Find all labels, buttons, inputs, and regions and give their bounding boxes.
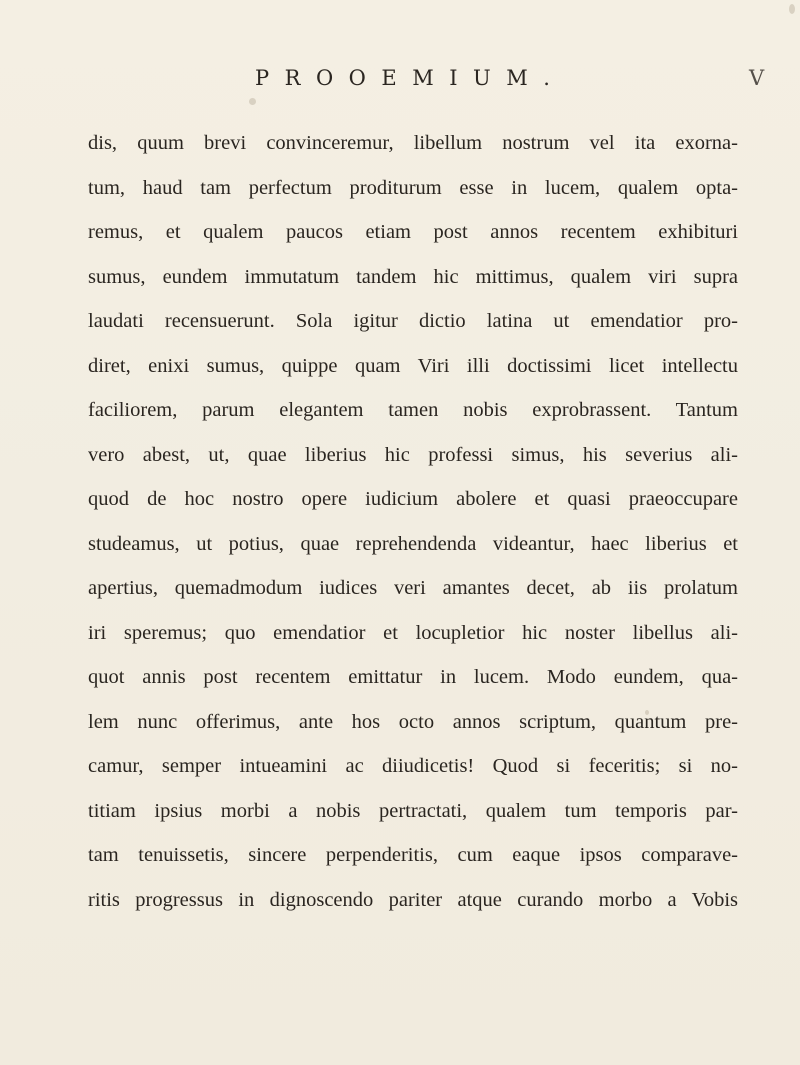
text-line: quod de hoc nostro opere iudicium abolere et quasi praeoccupare [88,488,738,510]
text-line: camur, semper intueamini ac diiudicetis! Quod si feceritis; si no- [88,755,738,777]
text-line: apertius, quemadmodum iudices veri amantes decet, ab iis prolatum [88,577,738,599]
paper-blemish [645,710,649,715]
text-line: tum, haud tam perfectum proditurum esse in lucem, qualem opta- [88,176,738,199]
text-line: lem nunc offerimus, ante hos octo annos scriptum, quantum pre- [88,710,738,733]
text-line: vero abest, ut, quae liberius hic professi simus, his severius ali- [88,443,738,466]
paper-blemish [789,4,795,14]
body-text [88,130,738,931]
text-line: dis, quum brevi convinceremur, libellum nostrum vel ita exorna- [88,132,738,154]
running-title: PROOEMIUM. [255,66,566,90]
text-line: iri speremus; quo emendatior et locupletior hic noster libellus ali- [88,621,738,644]
text-line: remus, et qualem paucos etiam post annos recentem exhibituri [88,221,738,243]
paper-blemish [249,98,256,105]
running-head [0,66,800,96]
text-line: ritis progressus in dignoscendo pariter atque curando morbo a Vobis [88,888,738,911]
text-line: quot annis post recentem emittatur in lucem. Modo eundem, qua- [88,666,738,688]
text-line: faciliorem, parum elegantem tamen nobis exprobrassent. Tantum [88,399,738,421]
text-line: sumus, eundem immutatum tandem hic mittimus, qualem viri supra [88,265,738,288]
text-line: titiam ipsius morbi a nobis pertractati, qualem tum temporis par- [88,799,738,822]
text-line: studeamus, ut potius, quae reprehendenda videantur, haec liberius et [88,532,738,555]
text-line: laudati recensuerunt. Sola igitur dictio latina ut emendatior pro- [88,310,738,332]
text-line: tam tenuissetis, sincere perpenderitis, cum eaque ipsos comparave- [88,844,738,866]
page-number: V [749,66,765,90]
text-line: diret, enixi sumus, quippe quam Viri illi doctissimi licet intellectu [88,354,738,377]
